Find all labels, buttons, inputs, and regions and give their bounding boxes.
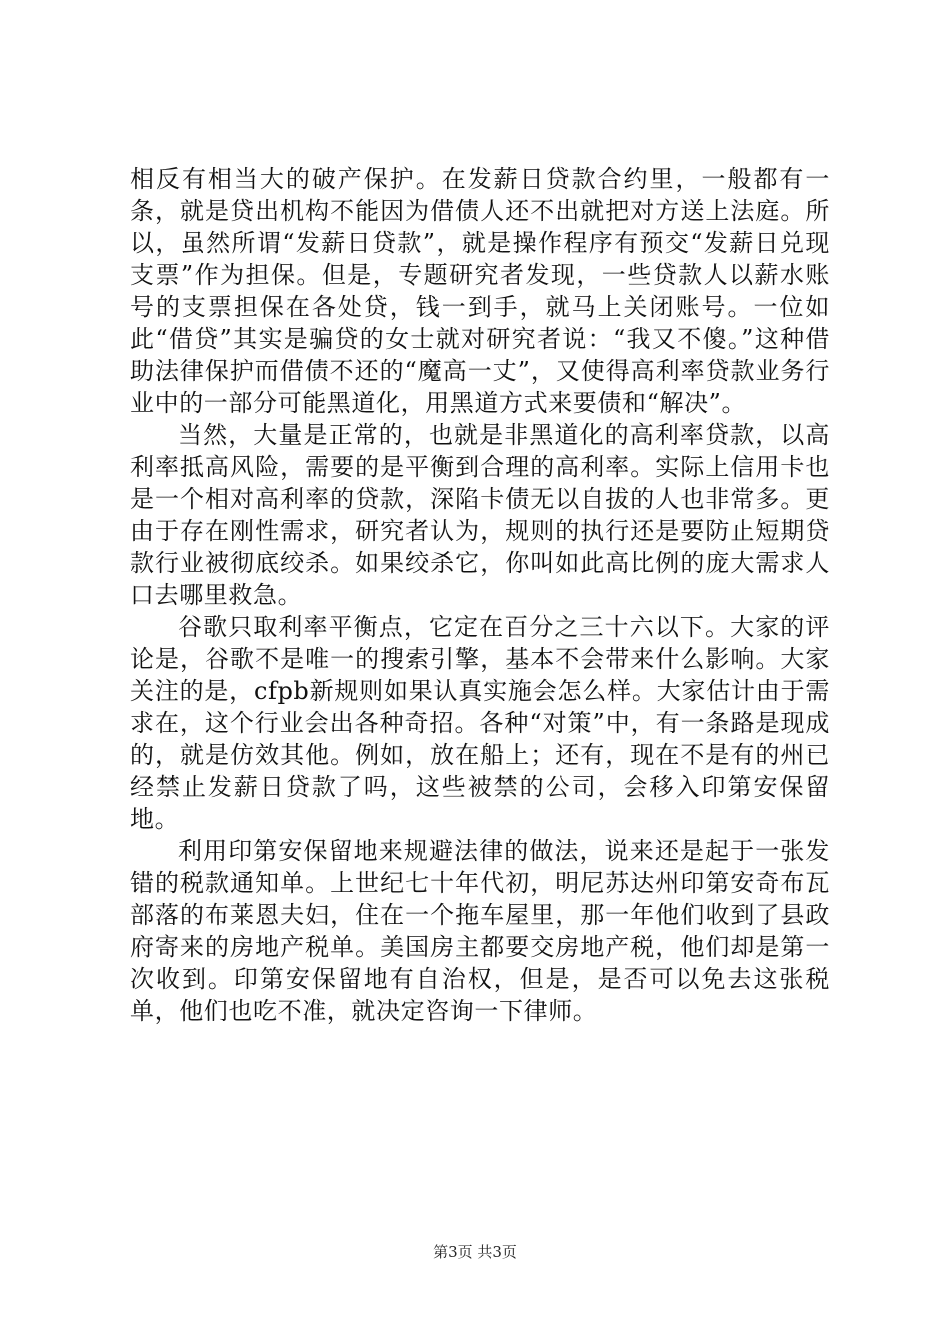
document-body [130, 163, 830, 1027]
paragraph-1: 相反有相当大的破产保护。在发薪日贷款合约里，一般都有一条，就是贷出机构不能因为借债人还不出就把对方送上法庭。所以，虽然所谓“发薪日贷款”，就是操作程序有预交“发薪日兑现支票”作为担保。但是，专题研究者发现，一些贷款人以薪水账号的支票担保在各处贷，钱一到手，就马上关闭账号。一位如此“借贷”其实是骗贷的女士就对研究者说：“我又不傻。”这种借助法律保护而借债不还的“魔高一丈”，又使得高利率贷款业务行业中的一部分可能黑道化，用黑道方式来要债和“解决”。 [130, 165, 830, 417]
page-number-footer: 第3页 共3页 [433, 1243, 517, 1261]
paragraph-3: 谷歌只取利率平衡点，它定在百分之三十六以下。大家的评论是，谷歌不是唯一的搜索引擎，基本不会带来什么影响。大家关注的是，cfpb新规则如果认真实施会怎么样。大家估计由于需求在，这个行业会出各种奇招。各种“对策”中，有一条路是现成的，就是仿效其他。例如，放在船上；还有，现在不是有的州已经禁止发薪日贷款了吗，这些被禁的公司，会移入印第安保留地。 [130, 613, 830, 833]
paragraph-4: 利用印第安保留地来规避法律的做法，说来还是起于一张发错的税款通知单。上世纪七十年代初，明尼苏达州印第安奇布瓦部落的布莱恩夫妇，住在一个拖车屋里，那一年他们收到了县政府寄来的房地产税单。美国房主都要交房地产税，他们却是第一次收到。印第安保留地有自治权，但是，是否可以免去这张税单，他们也吃不准，就决定咨询一下律师。 [130, 837, 830, 1025]
paragraph-2: 当然，大量是正常的，也就是非黑道化的高利率贷款，以高利率抵高风险，需要的是平衡到合理的高利率。实际上信用卡也是一个相对高利率的贷款，深陷卡债无以自拔的人也非常多。更由于存在刚性需求，研究者认为，规则的执行还是要防止短期贷款行业被彻底绞杀。如果绞杀它，你叫如此高比例的庞大需求人口去哪里救急。 [130, 421, 830, 609]
